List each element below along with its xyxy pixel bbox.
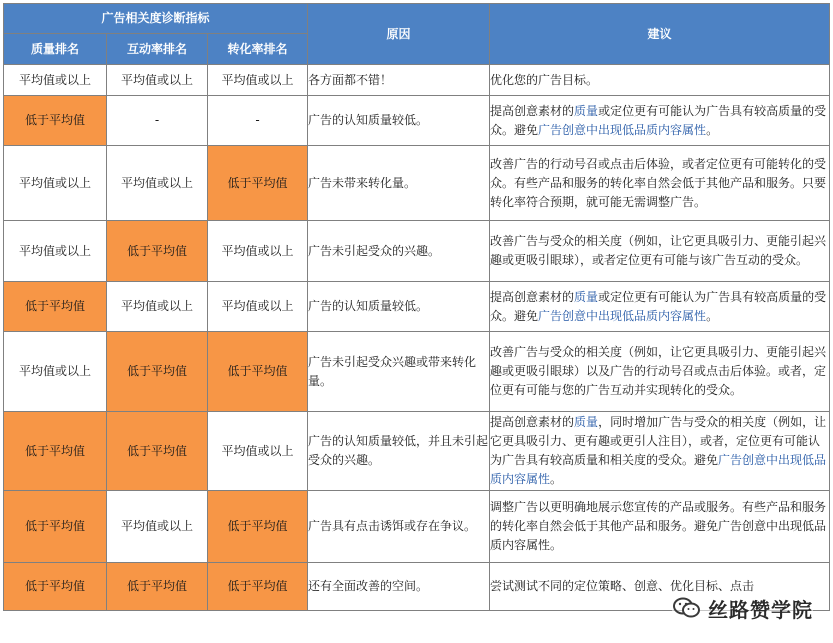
engagement-rank-cell: 平均值或以上 — [107, 65, 208, 96]
quality-rank-cell: 平均值或以上 — [4, 221, 107, 282]
engagement-rank-cell: 低于平均值 — [107, 332, 208, 412]
reason-cell: 各方面都不错！ — [308, 65, 490, 96]
header-conversion-rank: 转化率排名 — [208, 34, 308, 65]
advice-text: 提高创意素材的 — [490, 103, 575, 118]
conversion-rank-cell: 低于平均值 — [208, 491, 308, 563]
engagement-rank-cell: 平均值或以上 — [107, 282, 208, 332]
table-row — [4, 491, 830, 563]
header-reason: 原因 — [308, 4, 490, 65]
advice-text: 改善广告与受众的相关度（例如，让它更具吸引力、更能引起兴趣或更吸引眼球）以及广告的行动号召或点击后体验。或者，定位更有可能与您的广告互动并实现转化的受众。 — [490, 345, 827, 397]
advice-cell — [490, 332, 830, 412]
advice-cell — [490, 412, 830, 491]
header-advice: 建议 — [490, 4, 830, 65]
table-row — [4, 65, 830, 96]
advice-text: 或定位更有可能认为广告具有较高质量的受众。避免 — [490, 103, 827, 137]
advice-text: 提高创意素材的 — [490, 289, 575, 304]
engagement-rank-cell: 低于平均值 — [107, 221, 208, 282]
quality-rank-cell: 低于平均值 — [4, 491, 107, 563]
table-row — [4, 146, 830, 221]
advice-text: 。 — [706, 308, 719, 323]
header-quality-rank: 质量排名 — [4, 34, 107, 65]
advice-link[interactable]: 广告创意中出现低品质内容属性 — [538, 308, 707, 323]
advice-text: 尝试测试不同的定位策略、创意、优化目标、点击 — [490, 579, 755, 593]
reason-cell: 广告未带来转化量。 — [308, 146, 490, 221]
advice-link[interactable]: 质量 — [574, 289, 599, 304]
advice-cell — [490, 65, 830, 96]
engagement-rank-cell: - — [107, 96, 208, 146]
conversion-rank-cell: 平均值或以上 — [208, 412, 308, 491]
reason-cell: 广告的认知质量较低。 — [308, 282, 490, 332]
quality-rank-cell: 低于平均值 — [4, 96, 107, 146]
conversion-rank-cell: 低于平均值 — [208, 332, 308, 412]
quality-rank-cell: 平均值或以上 — [4, 146, 107, 221]
engagement-rank-cell: 平均值或以上 — [107, 491, 208, 563]
conversion-rank-cell: 平均值或以上 — [208, 65, 308, 96]
advice-link[interactable]: 质量 — [574, 103, 599, 118]
advice-cell — [490, 282, 830, 332]
watermark — [672, 593, 813, 623]
advice-text: 。 — [706, 122, 719, 137]
engagement-rank-cell: 平均值或以上 — [107, 146, 208, 221]
quality-rank-cell: 平均值或以上 — [4, 332, 107, 412]
advice-text: 或定位更有可能认为广告具有较高质量的受众。避免 — [490, 289, 827, 323]
table-row — [4, 412, 830, 491]
header-group: 广告相关度诊断指标 — [4, 4, 308, 34]
advice-link[interactable]: 广告创意中出现低品质内容属性 — [538, 122, 707, 137]
conversion-rank-cell: 低于平均值 — [208, 146, 308, 221]
table-row — [4, 282, 830, 332]
quality-rank-cell: 平均值或以上 — [4, 65, 107, 96]
table-row — [4, 221, 830, 282]
advice-cell — [490, 146, 830, 221]
table-body — [4, 65, 830, 611]
reason-cell: 广告具有点击诱饵或存在争议。 — [308, 491, 490, 563]
reason-cell: 广告未引起受众兴趣或带来转化量。 — [308, 332, 490, 412]
engagement-rank-cell: 低于平均值 — [107, 563, 208, 611]
quality-rank-cell: 低于平均值 — [4, 282, 107, 332]
advice-cell — [490, 96, 830, 146]
diagnostic-table — [3, 3, 830, 611]
conversion-rank-cell: - — [208, 96, 308, 146]
table-row — [4, 332, 830, 412]
advice-text: 优化您的广告目标。 — [490, 72, 599, 87]
table-row — [4, 96, 830, 146]
advice-cell — [490, 491, 830, 563]
watermark-text: 丝路赞学院 — [708, 597, 813, 622]
conversion-rank-cell: 平均值或以上 — [208, 221, 308, 282]
wechat-icon — [672, 596, 702, 620]
advice-link[interactable]: 广告创意中出现低品质内容属性 — [490, 453, 827, 486]
advice-text: 提高创意素材的 — [490, 415, 575, 429]
reason-cell: 还有全面改善的空间。 — [308, 563, 490, 611]
advice-text: ，同时增加广告与受众的相关度（例如，让它更具吸引力、更有趣或更引人注目），或者，定位更有可能认为广告具有较高质量和相关度的受众。避免 — [490, 415, 827, 467]
quality-rank-cell: 低于平均值 — [4, 412, 107, 491]
conversion-rank-cell: 低于平均值 — [208, 563, 308, 611]
advice-text: 改善广告的行动号召或点击后体验，或者定位更有可能转化的受众。有些产品和服务的转化率自然会低于其他产品和服务。只要转化率符合预期，就可能无需调整广告。 — [490, 156, 827, 209]
advice-text: 改善广告与受众的相关度（例如，让它更具吸引力、更能引起兴趣或更吸引眼球），或者定位更有可能与该广告互动的受众。 — [490, 234, 827, 267]
conversion-rank-cell: 平均值或以上 — [208, 282, 308, 332]
advice-link[interactable]: 质量 — [574, 415, 599, 429]
quality-rank-cell: 低于平均值 — [4, 563, 107, 611]
reason-cell: 广告的认知质量较低，并且未引起受众的兴趣。 — [308, 412, 490, 491]
advice-text: 调整广告以更明确地展示您宣传的产品或服务。有些产品和服务的转化率自然会低于其他产品和服务。避免广告创意中出现低品质内容属性。 — [490, 500, 827, 552]
advice-text: 。 — [550, 472, 563, 486]
engagement-rank-cell: 低于平均值 — [107, 412, 208, 491]
header-engagement-rank: 互动率排名 — [107, 34, 208, 65]
reason-cell: 广告未引起受众的兴趣。 — [308, 221, 490, 282]
reason-cell: 广告的认知质量较低。 — [308, 96, 490, 146]
advice-cell — [490, 221, 830, 282]
